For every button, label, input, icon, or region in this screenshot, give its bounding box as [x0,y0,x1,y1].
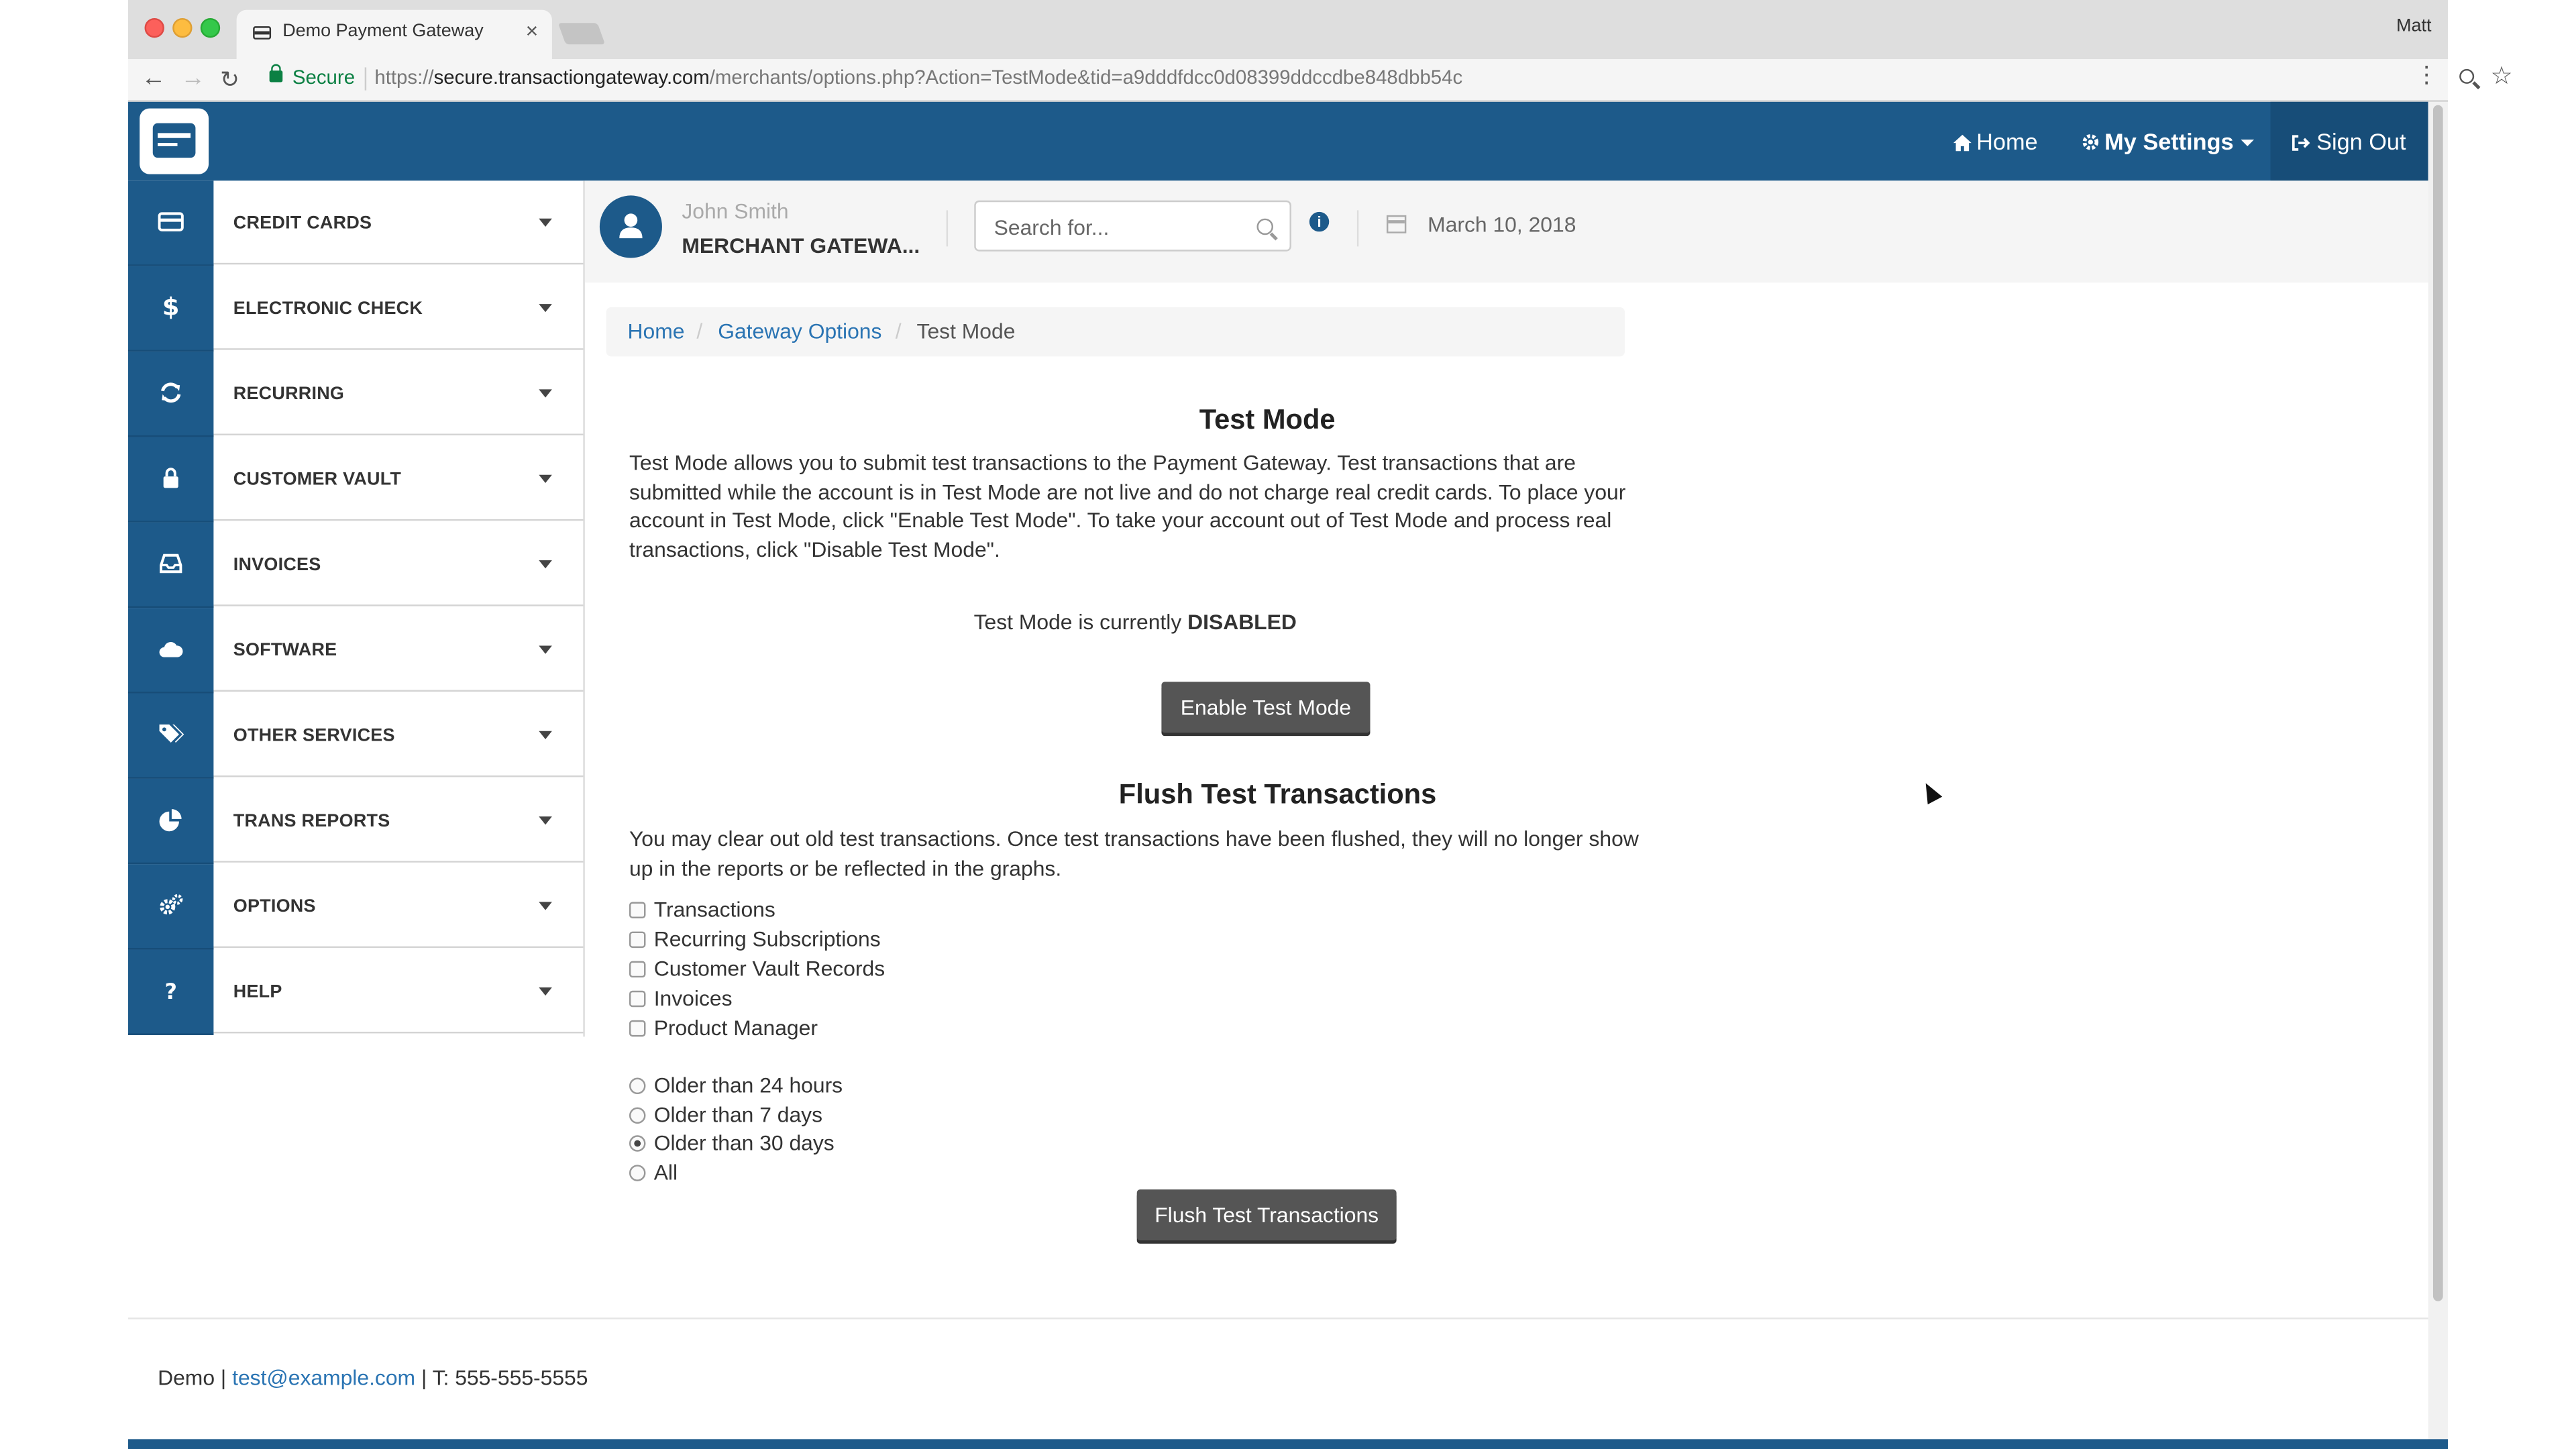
footer-company: Demo [158,1365,215,1390]
sidebar-item-electronic-check[interactable] [128,266,583,350]
credit-card-icon [158,209,184,235]
sign-out-icon [2292,135,2310,151]
chevron-down-icon [539,560,552,568]
sidebar-item-credit-cards[interactable] [128,180,583,264]
sidebar [128,180,585,1036]
radio-button[interactable] [629,1135,645,1151]
checkbox-label: Invoices [653,985,733,1011]
browser-toolbar [128,59,2513,102]
gears-icon [158,892,184,918]
home-icon [1953,135,1972,151]
address-bar[interactable] [256,61,2513,97]
header-home-link[interactable] [1953,128,2038,154]
radio-label: Older than 24 hours [653,1073,843,1097]
merchant-name: MERCHANT GATEWA... [682,233,920,258]
desktop-left-margin [0,0,128,1449]
chevron-down-icon [539,816,552,824]
header-settings-menu[interactable] [2082,128,2253,154]
breadcrumb-current: Test Mode [916,319,1016,343]
chevron-down-icon [539,645,552,653]
footer-separator: | [220,1365,227,1390]
sidebar-item-trans-reports[interactable] [128,779,583,863]
profile-name[interactable]: Matt [2396,16,2432,36]
search-icon[interactable] [1256,219,1273,235]
chevron-down-icon [539,987,552,996]
breadcrumb-gateway-options-link[interactable]: Gateway Options [718,319,882,343]
breadcrumb-separator: / [895,319,902,343]
radio-button[interactable] [629,1165,645,1181]
sidebar-icon-cell [128,950,213,1035]
address-divider [365,67,366,90]
header-signout-label: Sign Out [2316,128,2406,155]
search-placeholder: Search for... [994,215,1110,240]
checkbox[interactable] [629,1020,645,1036]
minimize-window-button[interactable] [172,18,192,38]
sidebar-item-label: OPTIONS [233,897,316,917]
checkbox[interactable] [629,902,645,918]
test-mode-title: Test Mode [1199,404,1336,435]
checkbox[interactable] [629,991,645,1007]
app-header [128,102,2428,181]
checkbox[interactable] [629,961,645,977]
flush-description: You may clear out old test transactions. Once test transactions have been flushed, they will no longer show up in the reports or be reflected in the graphs. [629,826,1639,880]
zoom-icon[interactable] [2459,69,2474,84]
browser-menu-icon[interactable]: ⋮ [2415,60,2438,87]
signout-container [2271,102,2428,181]
url-scheme: https:// [374,65,434,89]
calendar-icon [1387,215,1406,233]
header-home-label: Home [1976,128,2038,155]
current-date: March 10, 2018 [1428,211,1576,237]
tab-title: Demo Payment Gateway [282,21,484,42]
scrollbar-thumb[interactable] [2433,105,2443,1301]
secure-label: Secure [292,65,356,89]
chevron-down-icon [539,219,552,227]
sidebar-item-label: HELP [233,982,282,1002]
test-mode-status [585,610,1686,635]
search-input[interactable] [974,201,1291,252]
breadcrumb-separator: / [696,319,703,343]
lock-icon [158,465,184,491]
chevron-down-icon [2240,140,2253,147]
inbox-icon [158,550,184,576]
desktop-right-margin [2448,0,2576,1449]
status-prefix: Test Mode is currently [973,609,1182,635]
cloud-icon [158,636,184,662]
sidebar-item-label: CUSTOMER VAULT [233,470,402,490]
chevron-down-icon [539,731,552,739]
sidebar-item-label: CREDIT CARDS [233,213,372,233]
reload-icon[interactable]: ↻ [220,65,239,93]
breadcrumb [606,307,1625,356]
footer-separator: | [421,1365,427,1390]
url-host: secure.transactiongateway.com [433,65,710,89]
url-path: /merchants/options.php?Action=TestMode&tid=a9dddfdcc0d08399ddccdbe848dbb54c [709,65,1463,89]
flush-title: Flush Test Transactions [1118,778,1437,810]
sidebar-item-options[interactable] [128,864,583,948]
maximize-window-button[interactable] [201,18,220,38]
user-topbar [585,180,2428,282]
credit-card-logo-icon [153,123,196,158]
test-mode-description: Test Mode allows you to submit test transactions to the Payment Gateway. Test transactions that are submitted while the account is in Test Mode are not live and do not charge real credit cards. To place your account in Test Mode, click "Enable Test Mode". To take your account out of Test Mode and process real transactions, click "Disable Test Mode". [629,450,1626,561]
app-logo[interactable] [140,109,209,174]
browser-window [128,0,2513,1449]
refresh-icon [158,380,184,406]
topbar-divider [947,210,948,246]
forward-arrow-icon[interactable]: → [180,64,206,93]
checkbox-label: Transactions [653,897,775,922]
breadcrumb-home-link[interactable]: Home [627,319,685,343]
sidebar-item-customer-vault[interactable] [128,437,583,521]
status-value: DISABLED [1187,609,1297,635]
sidebar-item-label: RECURRING [233,384,345,405]
user-icon [600,195,662,258]
footer-divider [128,1318,2428,1319]
sidebar-item-label: SOFTWARE [233,641,337,661]
radio-label: Older than 30 days [653,1130,835,1155]
enable-test-mode-button[interactable]: Enable Test Mode [1161,682,1370,733]
card-favicon-icon [253,26,271,40]
chevron-down-icon [539,475,552,483]
user-name: John Smith [682,199,789,224]
url-text [374,66,1462,89]
sidebar-icon-cell [128,779,213,864]
radio-button[interactable] [629,1078,645,1094]
footer-band [128,1439,2448,1449]
sidebar-item-help[interactable] [128,950,583,1034]
chevron-down-icon [539,304,552,312]
svg-text:$: $ [162,292,180,322]
checkbox-label: Recurring Subscriptions [653,926,881,951]
sidebar-item-recurring[interactable] [128,352,583,435]
radio-label: All [653,1159,678,1185]
back-arrow-icon[interactable]: ← [141,64,166,93]
radio-button[interactable] [629,1108,645,1124]
tab-close-icon[interactable]: × [525,17,539,43]
tab-strip [128,0,2448,59]
close-window-button[interactable] [145,18,164,38]
sidebar-item-invoices[interactable] [128,523,583,606]
bookmark-star-icon[interactable]: ☆ [2490,62,2513,91]
sidebar-item-label: INVOICES [233,555,321,576]
avatar[interactable] [600,195,662,258]
svg-text:?: ? [164,978,177,1004]
radio-label: Older than 7 days [653,1102,823,1128]
sidebar-icon-cell [128,693,213,778]
pie-chart-icon [158,806,184,833]
sidebar-item-label: OTHER SERVICES [233,726,395,746]
checkbox-label: Product Manager [653,1015,818,1040]
chevron-down-icon [539,902,552,910]
footer-phone: T: 555-555-5555 [432,1365,588,1390]
header-signout-link[interactable] [2292,128,2406,154]
sidebar-icon-cell [128,523,213,608]
flush-test-transactions-button[interactable]: Flush Test Transactions [1137,1189,1397,1240]
sidebar-icon-cell [128,266,213,352]
question-icon [158,977,184,1004]
page-scrollbar[interactable] [2428,102,2448,1449]
tags-icon [158,721,184,747]
checkbox[interactable] [629,932,645,948]
sidebar-icon-cell [128,437,213,522]
dollar-icon [158,294,184,320]
sidebar-icon-cell [128,864,213,949]
browser-tab[interactable] [237,10,552,59]
sidebar-item-other-services[interactable] [128,693,583,777]
checkbox-label: Customer Vault Records [653,956,885,981]
secure-lock-icon [270,70,283,82]
sidebar-item-label: ELECTRONIC CHECK [233,299,423,319]
sidebar-item-software[interactable] [128,608,583,692]
info-icon[interactable]: i [1309,212,1329,231]
sidebar-icon-cell [128,180,213,266]
topbar-divider [1357,210,1358,246]
main-content [585,180,2428,1318]
chevron-down-icon [539,389,552,397]
sidebar-icon-cell [128,608,213,693]
header-settings-label: My Settings [2104,128,2234,155]
gear-icon [2082,133,2100,151]
sidebar-icon-cell [128,352,213,437]
new-tab-button[interactable] [558,23,605,44]
sidebar-item-label: TRANS REPORTS [233,811,390,832]
footer-email-link[interactable]: test@example.com [232,1365,416,1390]
footer [158,1365,588,1390]
